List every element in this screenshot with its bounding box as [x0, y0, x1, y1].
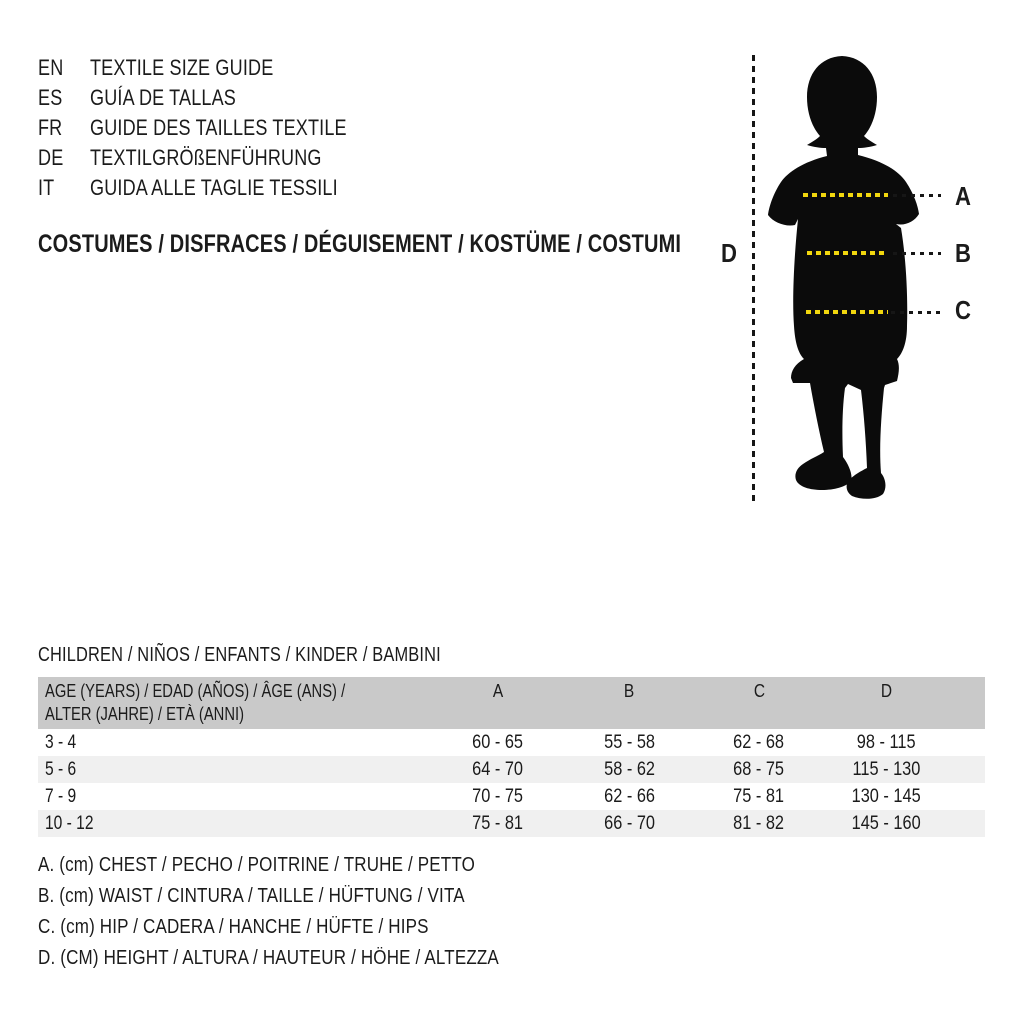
- age-cell: 10 - 12: [45, 813, 94, 834]
- value-cell-d: 145 - 160: [851, 813, 922, 834]
- column-header-c: C: [753, 681, 765, 701]
- children-section-title: CHILDREN / NIÑOS / ENFANTS / KINDER / BAMBINI: [38, 644, 441, 666]
- language-title: GUIDA ALLE TAGLIE TESSILI: [90, 175, 338, 200]
- language-title: GUÍA DE TALLAS: [90, 85, 237, 110]
- measure-label-a: A: [955, 181, 971, 211]
- language-code: IT: [38, 175, 55, 200]
- row-filler: [950, 810, 992, 837]
- table-row: [38, 756, 985, 783]
- row-filler: [950, 729, 992, 756]
- column-header-a: A: [492, 681, 504, 701]
- value-cell-b: 66 - 70: [604, 813, 655, 834]
- measure-label-d: D: [721, 238, 737, 268]
- value-cell-a: 75 - 81: [472, 813, 524, 834]
- row-filler: [950, 783, 992, 810]
- chest-measure-line: [803, 193, 888, 197]
- language-title: TEXTILE SIZE GUIDE: [90, 55, 274, 80]
- value-cell-b: 62 - 66: [604, 786, 655, 807]
- value-cell-a: 60 - 65: [472, 732, 524, 753]
- chest-connector-line: [893, 194, 941, 197]
- value-cell-b: 58 - 62: [604, 759, 655, 780]
- language-code: FR: [38, 115, 63, 140]
- value-cell-d: 98 - 115: [857, 732, 916, 753]
- size-table: [38, 677, 985, 837]
- language-title: TEXTILGRÖßENFÜHRUNG: [90, 145, 322, 170]
- language-title: GUIDE DES TAILLES TEXTILE: [90, 115, 347, 140]
- table-row: [38, 729, 985, 756]
- legend-line-a: A. (cm) CHEST / PECHO / POITRINE / TRUHE / PETTO: [38, 854, 475, 876]
- language-code: EN: [38, 55, 64, 80]
- age-cell: 3 - 4: [45, 732, 77, 753]
- language-code: ES: [38, 85, 63, 110]
- measure-label-c: C: [955, 295, 971, 325]
- value-cell-a: 70 - 75: [472, 786, 524, 807]
- table-header: [38, 677, 985, 729]
- age-cell: 5 - 6: [45, 759, 77, 780]
- value-cell-c: 62 - 68: [733, 732, 785, 753]
- waist-measure-line: [807, 251, 885, 255]
- legend-line-d: D. (CM) HEIGHT / ALTURA / HAUTEUR / HÖHE / ALTEZZA: [38, 947, 499, 969]
- table-row: [38, 810, 985, 837]
- age-cell: 7 - 9: [45, 786, 77, 807]
- hip-connector-line: [891, 311, 941, 314]
- legend-line-b: B. (cm) WAIST / CINTURA / TAILLE / HÜFTUNG / VITA: [38, 885, 465, 907]
- header-filler: [950, 677, 992, 729]
- value-cell-c: 75 - 81: [733, 786, 785, 807]
- legend-line-c: C. (cm) HIP / CADERA / HANCHE / HÜFTE / HIPS: [38, 916, 429, 938]
- value-cell-c: 81 - 82: [733, 813, 785, 834]
- age-column-header: AGE (YEARS) / EDAD (AÑOS) / ÂGE (ANS) / ALTER (JAHRE) / ETÀ (ANNI): [45, 681, 346, 724]
- measure-label-b: B: [955, 238, 971, 268]
- language-code: DE: [38, 145, 64, 170]
- value-cell-c: 68 - 75: [733, 759, 785, 780]
- category-title: COSTUMES / DISFRACES / DÉGUISEMENT / KOSTÜME / COSTUMI: [38, 230, 682, 258]
- height-dashed-line: [752, 55, 755, 503]
- row-filler: [950, 756, 992, 783]
- value-cell-a: 64 - 70: [472, 759, 524, 780]
- hip-measure-line: [806, 310, 888, 314]
- value-cell-d: 115 - 130: [852, 759, 921, 780]
- column-header-d: D: [880, 681, 893, 701]
- table-row: [38, 783, 985, 810]
- value-cell-b: 55 - 58: [604, 732, 655, 753]
- waist-connector-line: [893, 252, 941, 255]
- value-cell-d: 130 - 145: [851, 786, 922, 807]
- column-header-b: B: [624, 681, 635, 701]
- measurement-legend: [38, 850, 580, 974]
